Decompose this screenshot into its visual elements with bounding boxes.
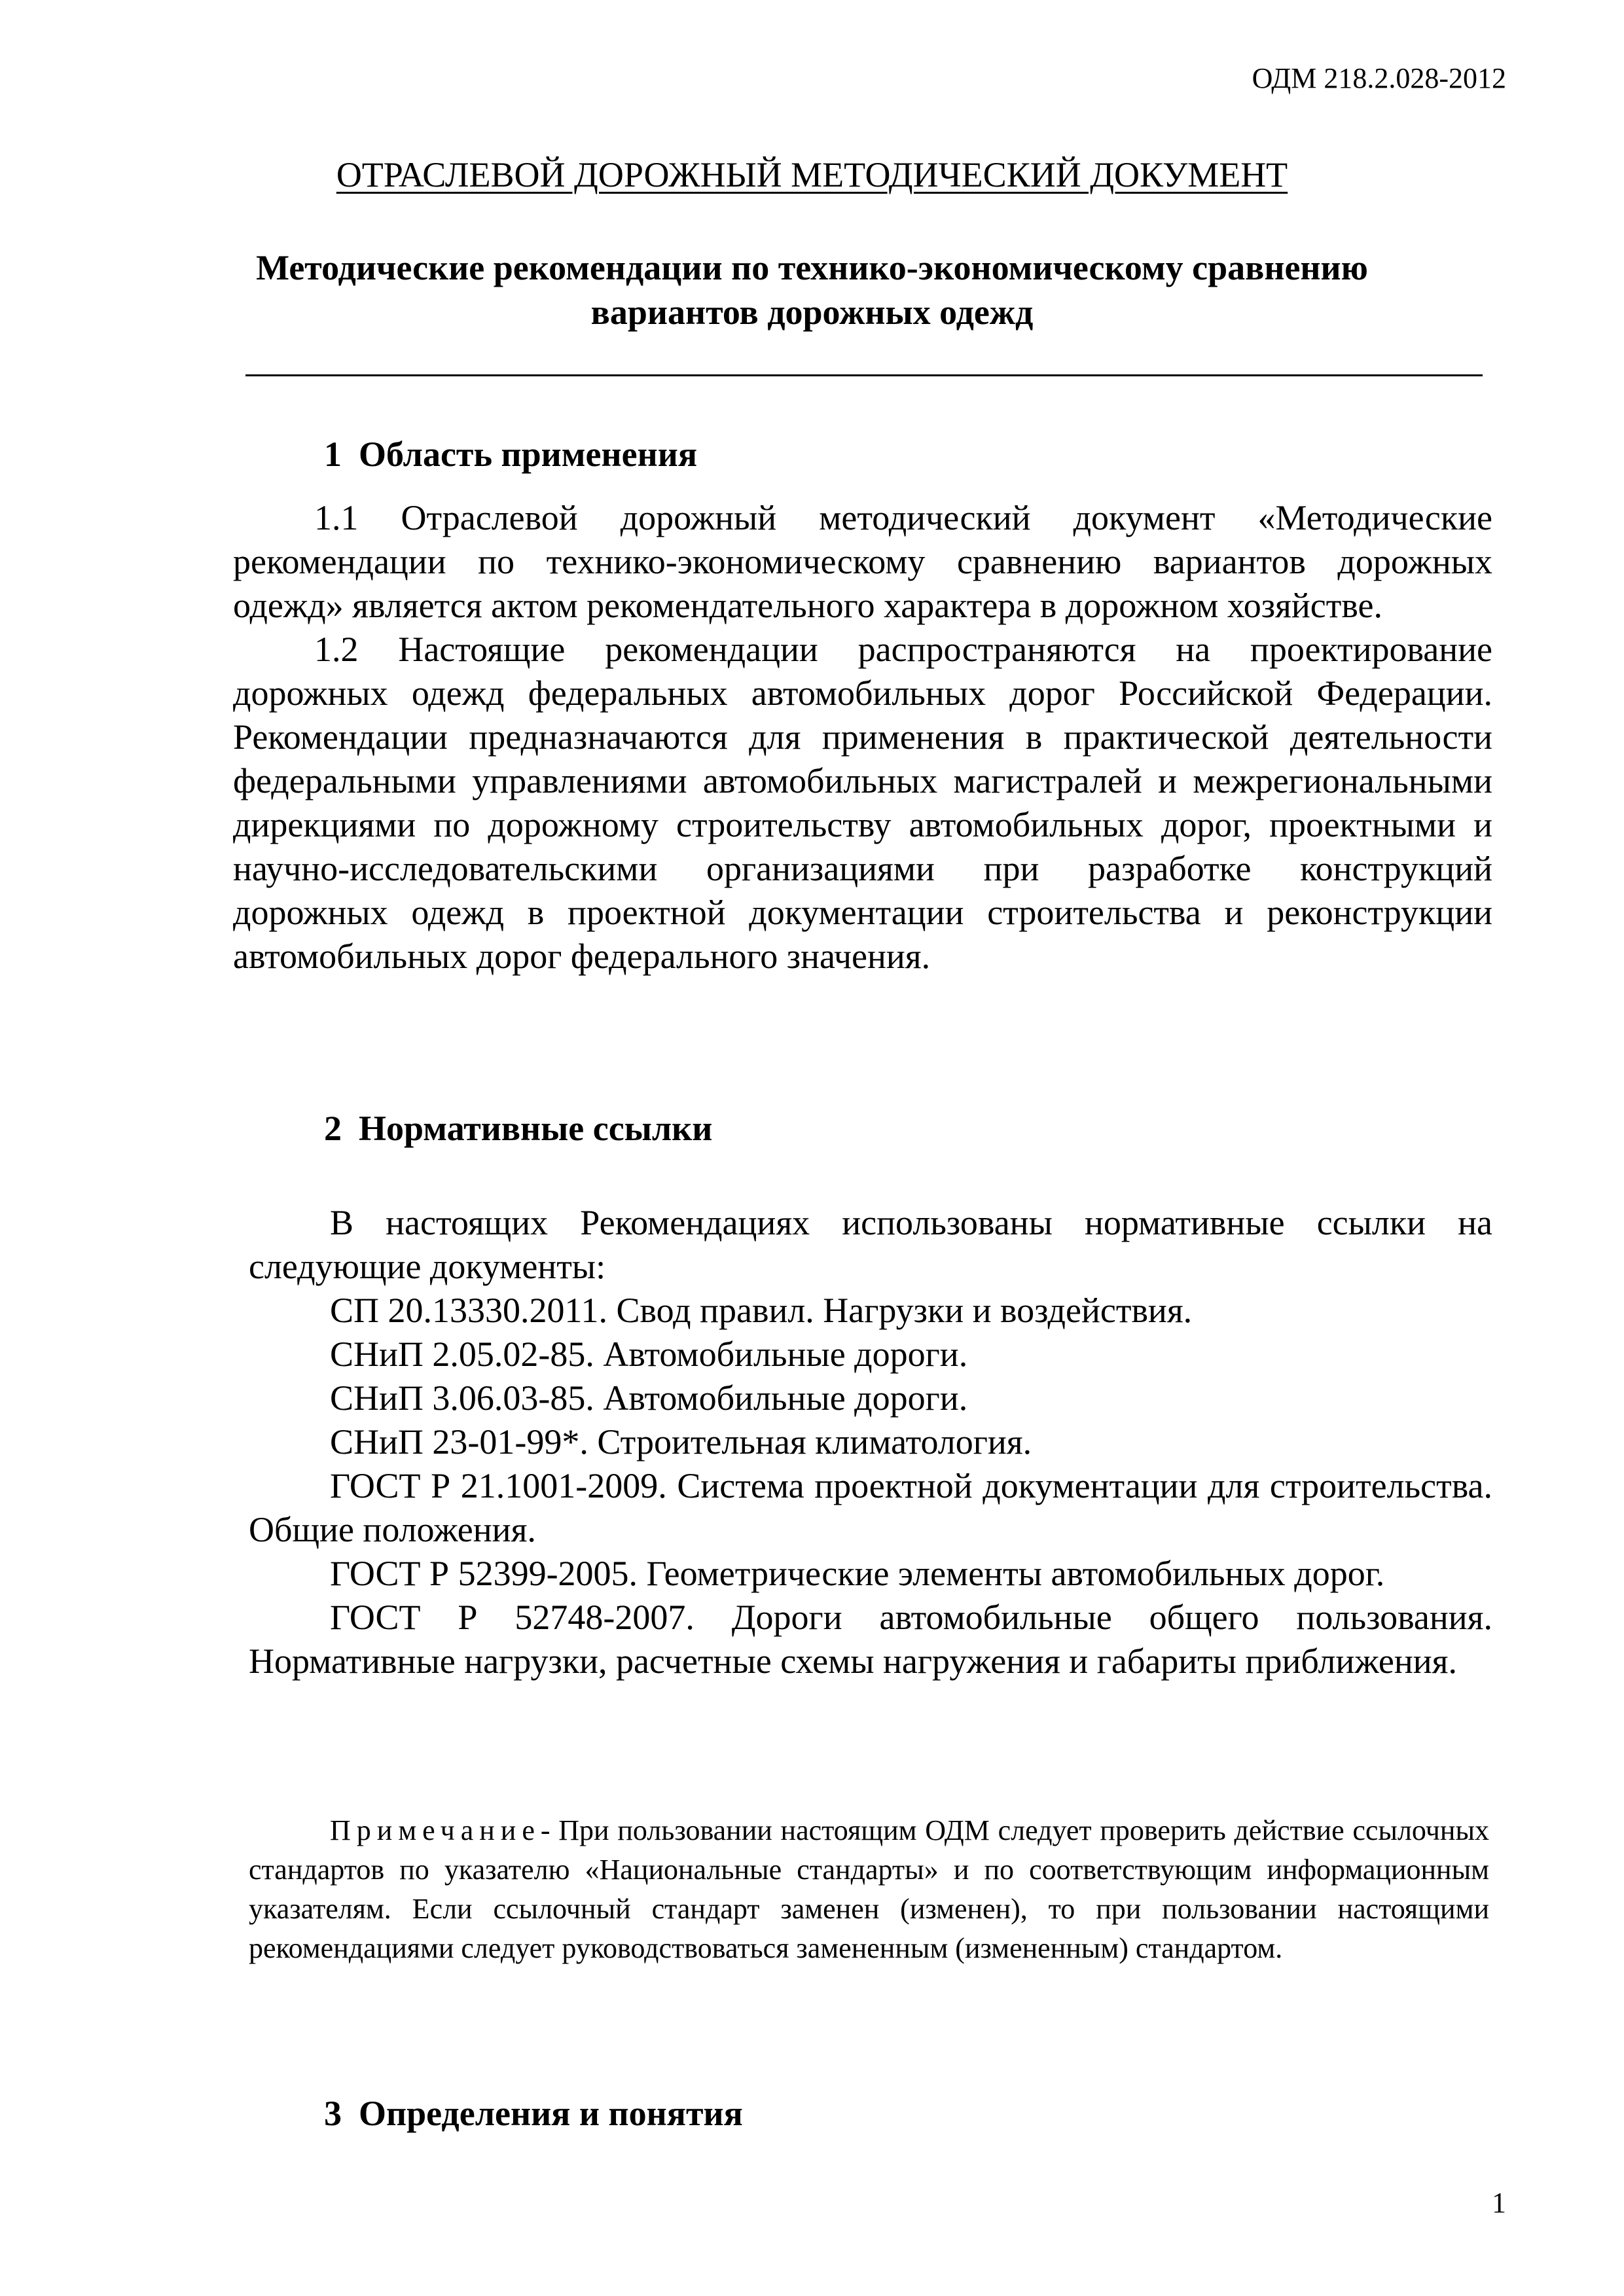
section-2-heading — [324, 1106, 712, 1151]
section-3-title: Определения и понятия — [359, 2094, 743, 2133]
reference-item: ГОСТ Р 52399-2005. Геометрические элементы автомобильных дорог. — [330, 1554, 1385, 1593]
doc-title-line-1: Методические рекомендации по технико-экономическому сравнению — [256, 248, 1368, 287]
section-1-heading — [324, 432, 697, 476]
doc-title — [0, 245, 1624, 334]
note-text: При пользовании настоящим ОДМ следует проверить действие ссылочных стандартов по указателю «Национальные стандарты» и по соответствующим информационным указателям. Если ссылочный стандарт заменен (изменен), то при пользовании настоящими рекомендациями следует руководствоваться замененным (измененным) стандартом. — [249, 1814, 1489, 1964]
paragraph-1-2: 1.2 Настоящие рекомендации распространяются на проектирование дорожных одежд федеральных автомобильных дорог Российской Федерации. Рекомендации предназначаются для применения в практической деятельности федеральными управлениями автомобильных магистралей и межрегиональными дирекциями по дорожному строительству автомобильных дорог, проектными и научно-исследовательскими организациями при разработке конструкций дорожных одежд в проектной документации строительства и реконструкции автомобильных дорог федерального значения. — [233, 630, 1492, 976]
reference-item: СНиП 23-01-99*. Строительная климатология. — [330, 1422, 1032, 1462]
reference-item: ГОСТ Р 52748-2007. Дороги автомобильные общего пользования. Нормативные нагрузки, расчетные схемы нагружения и габариты приближения. — [249, 1598, 1492, 1681]
reference-item: СП 20.13330.2011. Свод правил. Нагрузки и воздействия. — [330, 1291, 1193, 1330]
section-3-heading — [324, 2091, 743, 2136]
doc-title-line-2: вариантов дорожных одежд — [590, 293, 1034, 332]
reference-item: ГОСТ Р 21.1001-2009. Система проектной документации для строительства. Общие положения. — [249, 1466, 1492, 1549]
section-3-number: 3 — [324, 2094, 342, 2133]
note-block — [249, 1811, 1489, 1968]
reference-item: СНиП 3.06.03-85. Автомобильные дороги. — [330, 1378, 968, 1418]
note-label: Примечание — [330, 1814, 541, 1846]
org-title: ОТРАСЛЕВОЙ ДОРОЖНЫЙ МЕТОДИЧЕСКИЙ ДОКУМЕНТ — [336, 155, 1288, 194]
note-separator: - — [540, 1814, 550, 1846]
page-number: 1 — [1492, 2187, 1506, 2219]
section-1-number: 1 — [324, 435, 342, 474]
section-1-title: Область применения — [359, 435, 698, 474]
document-code: ОДМ 218.2.028-2012 — [1252, 62, 1506, 94]
section-2-title: Нормативные ссылки — [359, 1109, 713, 1148]
references-intro: В настоящих Рекомендациях использованы нормативные ссылки на следующие документы: — [249, 1203, 1492, 1286]
reference-item: СНиП 2.05.02-85. Автомобильные дороги. — [330, 1335, 968, 1374]
section-2-body — [249, 1201, 1492, 1683]
section-2-number: 2 — [324, 1109, 342, 1148]
paragraph-1-1: 1.1 Отраслевой дорожный методический документ «Методические рекомендации по технико-экономическому сравнению вариантов дорожных одежд» является актом рекомендательного характера в дорожном хозяйстве. — [233, 498, 1492, 625]
section-1-body — [233, 496, 1492, 978]
title-divider — [245, 374, 1483, 376]
